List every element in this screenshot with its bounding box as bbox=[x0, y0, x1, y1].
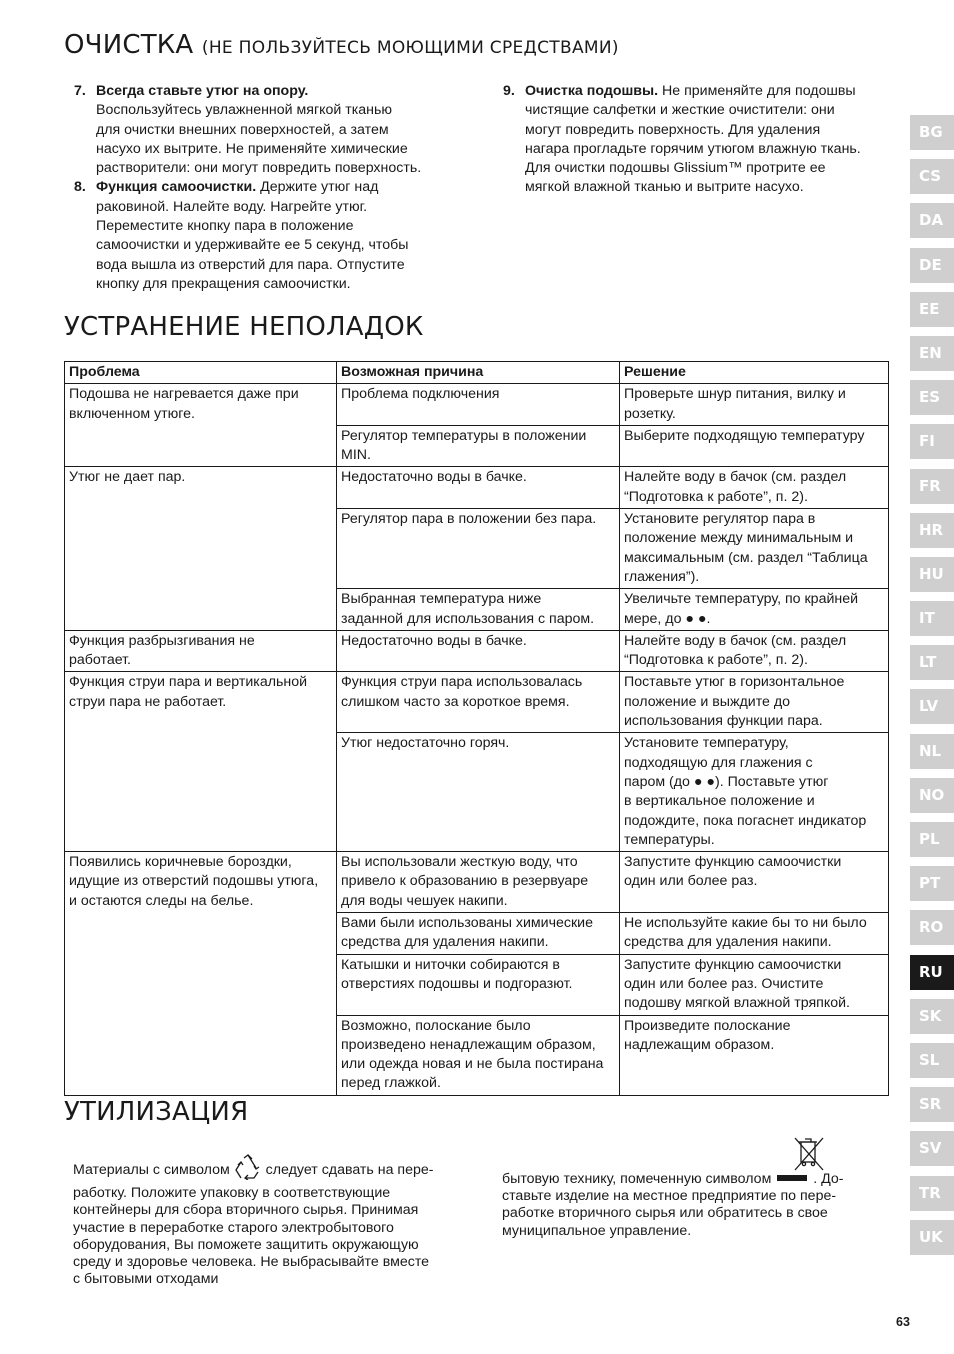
language-tab-lv[interactable]: LV bbox=[910, 689, 954, 724]
cell-line: Увеличьте температуру, по крайней bbox=[624, 591, 859, 608]
cleaning-title-main: ОЧИСТКА bbox=[64, 30, 194, 60]
cleaning-right-column bbox=[493, 82, 893, 198]
item-line: мягкой влажной тканью и вытрите насухо. bbox=[525, 179, 804, 196]
cause-cell bbox=[337, 630, 620, 672]
cell-line: работает. bbox=[69, 652, 131, 669]
solution-cell bbox=[620, 589, 889, 631]
language-tab-sk[interactable]: SK bbox=[910, 999, 954, 1034]
cell-line: Появились коричневые бороздки, bbox=[69, 854, 292, 871]
cell-line: Произведите полоскание bbox=[624, 1017, 791, 1034]
cell-line: максимальным (см. раздел “Таблица bbox=[624, 549, 868, 566]
disposal-text: следует сдавать на пере- bbox=[265, 1162, 434, 1178]
cell-line: Запустите функцию самоочистки bbox=[624, 854, 842, 871]
cause-cell bbox=[337, 467, 620, 509]
solution-cell bbox=[620, 733, 889, 852]
disposal-right-text bbox=[502, 1171, 882, 1240]
cell-line: привело к образованию в резервуаре bbox=[341, 873, 589, 890]
cell-line: подождите, пока погаснет индикатор bbox=[624, 812, 867, 829]
table-row bbox=[65, 630, 889, 672]
solution-cell bbox=[620, 425, 889, 467]
cell-line: Проблема подключения bbox=[341, 386, 500, 403]
language-tab-no[interactable]: NO bbox=[910, 778, 954, 813]
cell-line: глажения”). bbox=[624, 568, 700, 585]
language-tab-tr[interactable]: TR bbox=[910, 1176, 954, 1211]
language-tab-sl[interactable]: SL bbox=[910, 1043, 954, 1078]
cell-line: произведено ненадлежащим образом, bbox=[341, 1036, 596, 1053]
cell-line: для воды чешуек накипи. bbox=[341, 892, 508, 909]
cell-line: Функция струи пара использовалась bbox=[341, 674, 583, 691]
language-tabs bbox=[910, 115, 954, 1264]
language-tab-pt[interactable]: PT bbox=[910, 866, 954, 901]
cell-line: Установите температуру, bbox=[624, 735, 789, 752]
header-problem: Проблема bbox=[65, 362, 337, 384]
item-heading: Очистка подошвы. bbox=[525, 83, 659, 99]
language-tab-sv[interactable]: SV bbox=[910, 1131, 954, 1166]
cause-cell bbox=[337, 954, 620, 1015]
cell-line: температуры. bbox=[624, 831, 715, 848]
cleaning-item-9 bbox=[493, 82, 893, 198]
disposal-line: среду и здоровье человека. Не выбрасывайте вместе bbox=[73, 1254, 430, 1271]
disposal-text: Материалы с символом bbox=[73, 1162, 230, 1178]
language-tab-hu[interactable]: HU bbox=[910, 557, 954, 592]
cell-line: надлежащим образом. bbox=[624, 1036, 775, 1053]
cell-line: Установите регулятор пара в bbox=[624, 511, 816, 528]
problem-cell bbox=[65, 630, 337, 672]
item-line: кнопку для прекращения самоочистки. bbox=[96, 275, 351, 292]
cell-line: в вертикальное положение и bbox=[624, 793, 815, 810]
cause-cell bbox=[337, 672, 620, 733]
language-tab-uk[interactable]: UK bbox=[910, 1220, 954, 1255]
table-body bbox=[65, 384, 889, 1095]
cell-line: Вы использовали жесткую воду, что bbox=[341, 854, 578, 871]
recycle-icon bbox=[234, 1154, 262, 1185]
item-line: Для очистки подошвы Glissium™ протрите ее bbox=[525, 160, 826, 177]
table-row bbox=[65, 467, 889, 509]
cell-line: Утюг не дает пар. bbox=[69, 469, 186, 486]
disposal-line: работку. Положите упаковку в соответствующие bbox=[73, 1185, 391, 1202]
solution-cell bbox=[620, 630, 889, 672]
cell-line: Запустите функцию самоочистки bbox=[624, 956, 842, 973]
cell-line: “Подготовка к работе”, п. 2). bbox=[624, 652, 808, 669]
item-line: самоочистки и удерживайте ее 5 секунд, чтобы bbox=[96, 237, 409, 254]
language-tab-nl[interactable]: NL bbox=[910, 734, 954, 769]
cell-line: MIN. bbox=[341, 447, 371, 464]
cell-line: использования функции пара. bbox=[624, 713, 823, 730]
language-tab-pl[interactable]: PL bbox=[910, 822, 954, 857]
cell-line: идущие из отверстий подошвы утюга, bbox=[69, 873, 319, 890]
table-row bbox=[65, 672, 889, 733]
cell-line: Выберите подходящую температуру bbox=[624, 427, 865, 444]
troubleshooting-title: УСТРАНЕНИЕ НЕПОЛАДОК bbox=[64, 312, 424, 342]
item-line: Не применяйте для подошвы bbox=[658, 83, 856, 99]
cause-cell bbox=[337, 852, 620, 913]
troubleshooting-table bbox=[64, 361, 889, 1096]
problem-cell bbox=[65, 467, 337, 630]
disposal-line: с бытовыми отходами bbox=[73, 1271, 219, 1288]
disposal-title: УТИЛИЗАЦИЯ bbox=[64, 1097, 249, 1127]
disposal-line: ставьте изделие на местное предприятие по пере- bbox=[502, 1188, 837, 1205]
cause-cell bbox=[337, 384, 620, 426]
problem-cell bbox=[65, 384, 337, 467]
cell-line: Возможно, полоскание было bbox=[341, 1017, 531, 1034]
cell-line: положение и выждите до bbox=[624, 693, 791, 710]
cell-line: Недостаточно воды в бачке. bbox=[341, 469, 527, 486]
language-tab-es[interactable]: ES bbox=[910, 380, 954, 415]
language-tab-ee[interactable]: EE bbox=[910, 292, 954, 327]
language-tab-de[interactable]: DE bbox=[910, 248, 954, 283]
cell-line: или одежда новая и не была постирана bbox=[341, 1056, 604, 1073]
item-line: для очистки внешних поверхностей, а затем bbox=[96, 121, 389, 138]
item-line: вода вышла из отверстий для пара. Отпустите bbox=[96, 256, 405, 273]
language-tab-ro[interactable]: RO bbox=[910, 910, 954, 945]
solution-cell bbox=[620, 384, 889, 426]
language-tab-cs[interactable]: CS bbox=[910, 159, 954, 194]
item-line: могут повредить поверхность. Для удаления bbox=[525, 121, 821, 138]
cell-line: Вами были использованы химические bbox=[341, 915, 593, 932]
cell-line: Функция разбрызгивания не bbox=[69, 632, 255, 649]
table-row bbox=[65, 852, 889, 913]
weee-bar-icon bbox=[777, 1175, 807, 1181]
cell-line: струи пара не работает. bbox=[69, 693, 227, 710]
page-number: 63 bbox=[896, 1315, 910, 1329]
disposal-line: работке вторичного сырья или обратитесь в свое bbox=[502, 1205, 828, 1222]
cause-cell bbox=[337, 589, 620, 631]
cell-line: розетку. bbox=[624, 405, 676, 422]
solution-cell bbox=[620, 852, 889, 913]
cell-line: Выбранная температура ниже bbox=[341, 591, 542, 608]
cell-line: один или более раз. bbox=[624, 873, 758, 890]
cause-cell bbox=[337, 509, 620, 589]
language-tab-hr[interactable]: HR bbox=[910, 513, 954, 548]
cleaning-item-7 bbox=[64, 82, 484, 178]
language-tab-lt[interactable]: LT bbox=[910, 645, 954, 680]
cell-line: паром (до ● ●). Поставьте утюг bbox=[624, 773, 829, 790]
cell-line: и остаются следы на белье. bbox=[69, 892, 254, 909]
solution-cell bbox=[620, 509, 889, 589]
cause-cell bbox=[337, 733, 620, 852]
disposal-line: оборудования, Вы поможете защитить окружающую bbox=[73, 1236, 419, 1253]
item-line: чистящие салфетки и жесткие очистители: они bbox=[525, 102, 835, 119]
solution-cell bbox=[620, 467, 889, 509]
cell-line: “Подготовка к работе”, п. 2). bbox=[624, 488, 808, 505]
cell-line: Подошва не нагревается даже при bbox=[69, 386, 299, 403]
cell-line: подошву мягкой влажной тряпкой. bbox=[624, 995, 850, 1012]
cause-cell bbox=[337, 913, 620, 955]
cell-line: один или более раз. Очистите bbox=[624, 975, 824, 992]
language-tab-it[interactable]: IT bbox=[910, 601, 954, 636]
disposal-text: бытовую технику, помеченную символом bbox=[502, 1171, 772, 1187]
solution-cell bbox=[620, 913, 889, 955]
cleaning-title bbox=[64, 30, 619, 60]
cell-line: средства для удаления накипи. bbox=[341, 934, 549, 951]
cell-line: слишком часто за короткое время. bbox=[341, 693, 570, 710]
table-header-row bbox=[65, 362, 889, 384]
item-line: насухо их вытрите. Не применяйте химические bbox=[96, 140, 408, 157]
language-tab-fi[interactable]: FI bbox=[910, 424, 954, 459]
cell-line: заданной для использования с паром. bbox=[341, 610, 595, 627]
header-cause: Возможная причина bbox=[337, 362, 620, 384]
item-heading: Всегда ставьте утюг на опору. bbox=[96, 83, 309, 99]
solution-cell bbox=[620, 954, 889, 1015]
item-number: 9. bbox=[503, 83, 515, 99]
cell-line: Функция струи пара и вертикальной bbox=[69, 674, 308, 691]
cause-cell bbox=[337, 425, 620, 467]
cleaning-title-sub: (НЕ ПОЛЬЗУЙТЕСЬ МОЮЩИМИ СРЕДСТВАМИ) bbox=[201, 38, 619, 58]
cell-line: отверстиях подошвы и подгоразют. bbox=[341, 975, 573, 992]
disposal-line: участие в переработке старого электробытового bbox=[73, 1219, 394, 1236]
cause-cell bbox=[337, 1015, 620, 1095]
item-line: Переместите кнопку пара в положение bbox=[96, 218, 354, 235]
item-heading: Функция самоочистки. bbox=[96, 179, 257, 196]
cell-line: Налейте воду в бачок (см. раздел bbox=[624, 469, 847, 486]
cell-line: Поставьте утюг в горизонтальное bbox=[624, 674, 845, 691]
cell-line: Налейте воду в бачок (см. раздел bbox=[624, 632, 847, 649]
cleaning-item-8 bbox=[64, 178, 484, 294]
problem-cell bbox=[65, 852, 337, 1096]
cell-line: Катышки и ниточки собираются в bbox=[341, 956, 560, 973]
disposal-line: муниципальное управление. bbox=[502, 1222, 692, 1239]
cell-line: Проверьте шнур питания, вилку и bbox=[624, 386, 846, 403]
cell-line: Не используйте какие бы то ни было bbox=[624, 915, 867, 932]
cleaning-left-column bbox=[64, 82, 484, 294]
cell-line: перед глажкой. bbox=[341, 1075, 441, 1092]
cell-line: Недостаточно воды в бачке. bbox=[341, 632, 527, 649]
solution-cell bbox=[620, 1015, 889, 1095]
item-line: растворители: они могут повредить поверхность. bbox=[96, 160, 422, 177]
cell-line: мере, до ● ●. bbox=[624, 610, 711, 627]
item-line: раковиной. Налейте воду. Нагрейте утюг. bbox=[96, 198, 368, 215]
language-tab-bg[interactable]: BG bbox=[910, 115, 954, 150]
language-tab-en[interactable]: EN bbox=[910, 336, 954, 371]
language-tab-da[interactable]: DA bbox=[910, 203, 954, 238]
disposal-line: контейнеры для сбора вторичного сырья. Принимая bbox=[73, 1202, 419, 1219]
disposal-text: . До- bbox=[813, 1171, 844, 1187]
cell-line: средства для удаления накипи. bbox=[624, 934, 832, 951]
problem-cell bbox=[65, 672, 337, 852]
disposal-left-text bbox=[73, 1154, 463, 1288]
item-number: 7. bbox=[74, 83, 86, 99]
table-row bbox=[65, 384, 889, 426]
item-line: Держите утюг над bbox=[256, 179, 379, 196]
cell-line: Регулятор пара в положении без пара. bbox=[341, 511, 597, 528]
item-line: Воспользуйтесь увлажненной мягкой тканью bbox=[96, 102, 393, 119]
language-tab-ru[interactable]: RU bbox=[910, 955, 954, 990]
language-tab-sr[interactable]: SR bbox=[910, 1087, 954, 1122]
cell-line: включенном утюге. bbox=[69, 405, 195, 422]
header-solution: Решение bbox=[620, 362, 889, 384]
language-tab-fr[interactable]: FR bbox=[910, 469, 954, 504]
cell-line: подходящую для глажения с bbox=[624, 754, 813, 771]
item-line: нагара прогладьте горячим утюгом влажную ткань. bbox=[525, 140, 861, 157]
cell-line: положение между минимальным и bbox=[624, 530, 854, 547]
cell-line: Утюг недостаточно горяч. bbox=[341, 735, 510, 752]
item-number: 8. bbox=[74, 179, 86, 196]
cell-line: Регулятор температуры в положении bbox=[341, 427, 587, 444]
solution-cell bbox=[620, 672, 889, 733]
